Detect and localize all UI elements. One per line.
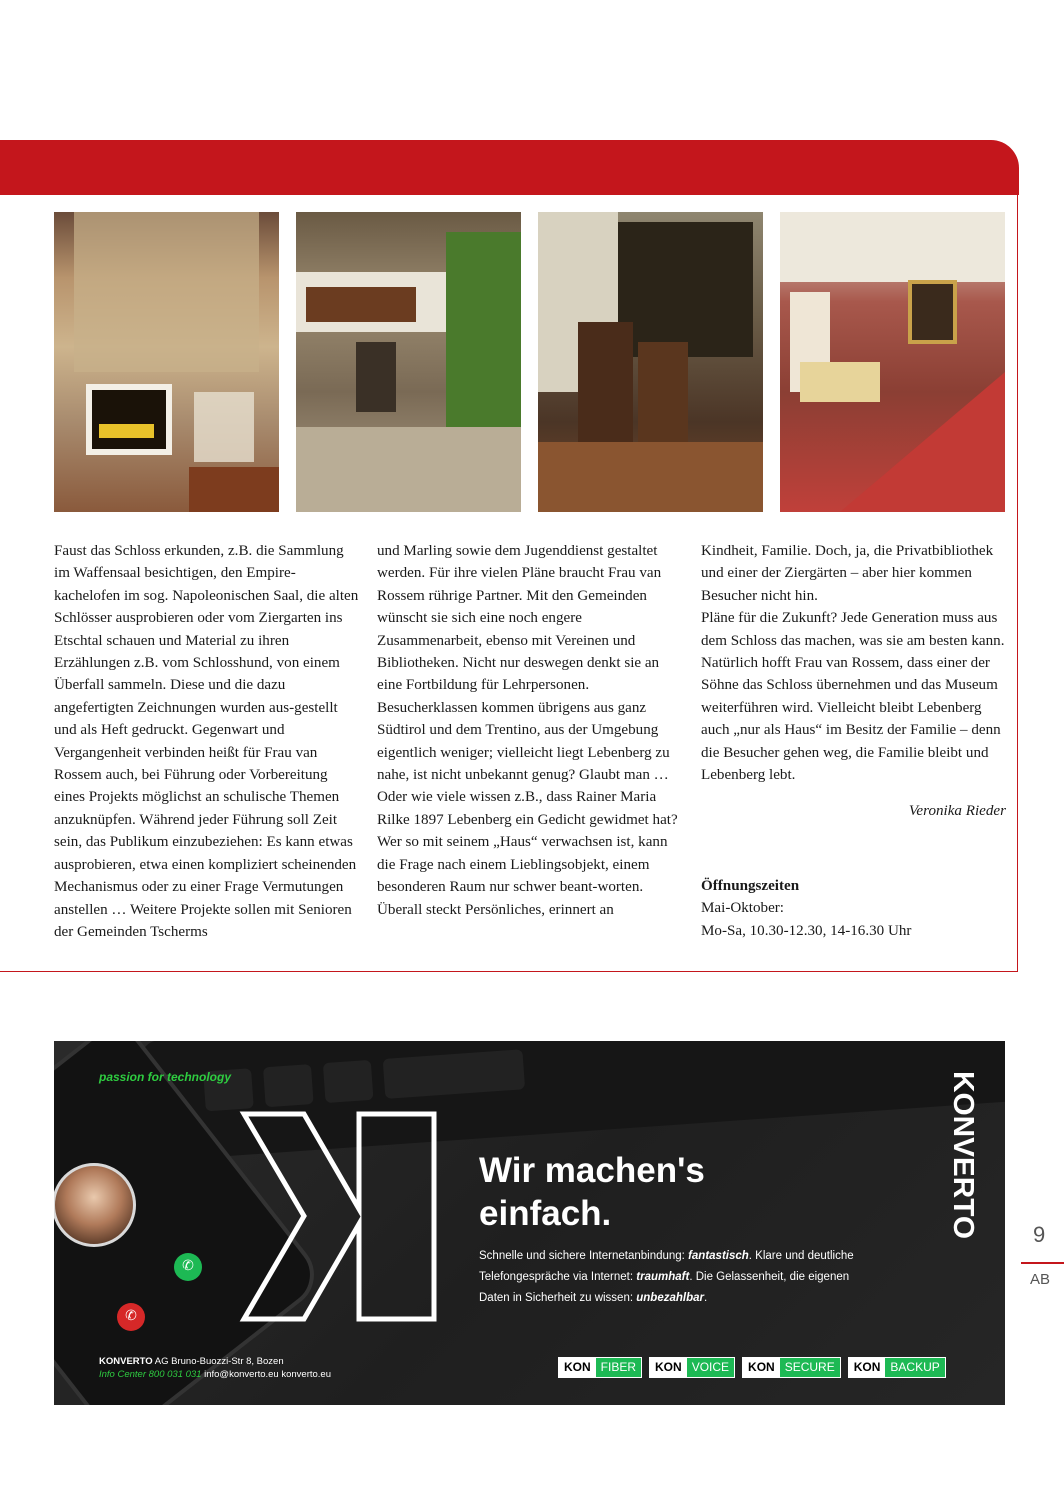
phone-accept-icon: ✆	[174, 1253, 202, 1281]
header-red-bar	[0, 140, 1019, 195]
ad-tagline: passion for technology	[99, 1070, 232, 1084]
courtyard-image	[296, 212, 521, 512]
ad-headline-line-2: einfach.	[479, 1194, 612, 1233]
company-address: KONVERTO AG Bruno-Buozzi-Str 8, Bozen	[99, 1356, 284, 1367]
article-paragraph: Faust das Schloss erkunden, z.B. die Sammlung im Waffensaal besichtigen, den Empire-kachelofen im sog. Napoleonischen Saal, die alten Schlösser ausprobieren oder vom Ziergarten ins Etschtal schauen und Material zu ihren Erzählungen z.B. vom Schlosshund, von einem Überfall sammeln. Diese und die dazu angefertigten Zeichnungen wurden aus-gestellt und als Heft gedruckt. Gegenwart und Vergangenheit verbinden heißt für Frau van Rossem auch, bei Führung oder Vorbereitung eines Projekts möglichst an schulische Themen anzuknüpfen. Während jeder Führung soll Zeit sein, das Publikum einzubeziehen: Es kann etwas ausprobieren, etwa einen kompliziert scheinenden Mechanismus oder zu einer Frage Vermutungen anstellen … Weitere Projekte sollen mit Senioren der Gemeinden Tscherms	[54, 543, 359, 940]
phone-decline-icon: ✆	[117, 1303, 145, 1331]
article-column-2	[377, 540, 682, 921]
brand-name: KONVERTO	[947, 1071, 979, 1235]
product-voice[interactable]: KON VOICE	[649, 1357, 735, 1378]
ad-contact-footer	[99, 1355, 331, 1381]
photo-courtyard	[296, 212, 521, 512]
article-column-3	[701, 540, 1006, 942]
article-paragraph: Pläne für die Zukunft? Jede Generation muss aus dem Schloss das machen, was sie am besten kann. Natürlich hofft Frau van Rossem, dass einer der Söhne das Schloss übernehmen und das Museum weiterführen wird. Vielleicht bleibt Lebenberg auch „nur als Haus“ im Besitz der Familie – denn die Besucher gehen weg, die Familie bleibt und Lebenberg lebt.	[701, 610, 1005, 784]
fresco-chapel-image	[54, 212, 279, 512]
article-paragraph: Wer so mit seinem „Haus“ verwachsen ist, kann die Frage nach einem Lieblingsobjekt, einem besonderen Raum nur schwer beant-worten. Überall steckt Persönliches, erinnert an	[377, 834, 668, 918]
page-section-mark: AB	[1030, 1271, 1051, 1288]
author-signature: Veronika Rieder	[908, 803, 1006, 820]
photo-fresco-chapel	[54, 212, 279, 512]
photo-empire-hall	[780, 212, 1005, 512]
ad-body-text: Schnelle und sichere Internetanbindung: fantastisch. Klare und deutliche Telefongespräche via Internet: traumhaft. Die Gelassenheit, die eigenen Daten in Sicherheit zu wissen: unbezahlbar.	[479, 1250, 854, 1304]
konverto-advertisement[interactable]	[54, 1041, 1005, 1405]
opening-hours-months: Mai-Oktober:	[701, 900, 784, 917]
konverto-brand-vertical	[916, 1071, 980, 1241]
article-column-1	[54, 540, 359, 943]
product-fiber[interactable]: KON FIBER	[558, 1357, 642, 1378]
konverto-k-logo-icon	[234, 1109, 439, 1324]
caller-avatar	[54, 1163, 136, 1247]
page-number: 9	[1033, 1222, 1046, 1247]
product-list	[558, 1357, 946, 1378]
page-number-divider	[1021, 1262, 1064, 1264]
company-contact[interactable]: Info Center 800 031 031 info@konverto.eu konverto.eu	[99, 1369, 331, 1380]
photo-weapons-hall	[538, 212, 763, 512]
ad-headline-line-1: Wir machen's	[479, 1151, 705, 1190]
weapons-hall-image	[538, 212, 763, 512]
product-secure[interactable]: KON SECURE	[742, 1357, 841, 1378]
product-backup[interactable]: KON BACKUP	[848, 1357, 946, 1378]
empire-hall-image	[780, 212, 1005, 512]
article-paragraph: Kindheit, Familie. Doch, ja, die Privatbibliothek und einer der Ziergärten – aber hier kommen Besucher nicht hin.	[701, 543, 994, 604]
article-paragraph: und Marling sowie dem Jugenddienst gestaltet werden. Für ihre vielen Pläne braucht Frau van Rossem rührige Partner. Mit den Gemeinden wünscht sie sich eine noch engere Zusammenarbeit, ebenso mit Vereinen und Bibliotheken. Nicht nur deswegen denkt sie an eine Fortbildung für Lehrpersonen. Besucherklassen kommen übrigens aus ganz Südtirol und dem Trentino, aus der Umgebung eigentlich weniger; vielleicht liegt Lebenberg zu nahe, ist nicht unbekannt genug? Glaubt man … Oder wie viele wissen z.B., dass Rainer Maria Rilke 1897 Lebenberg ein Gedicht gewidmet hat?	[377, 543, 678, 828]
ad-headline	[479, 1149, 829, 1235]
opening-hours-title: Öffnungszeiten	[701, 877, 800, 894]
opening-hours-times: Mo-Sa, 10.30-12.30, 14-16.30 Uhr	[701, 922, 912, 939]
